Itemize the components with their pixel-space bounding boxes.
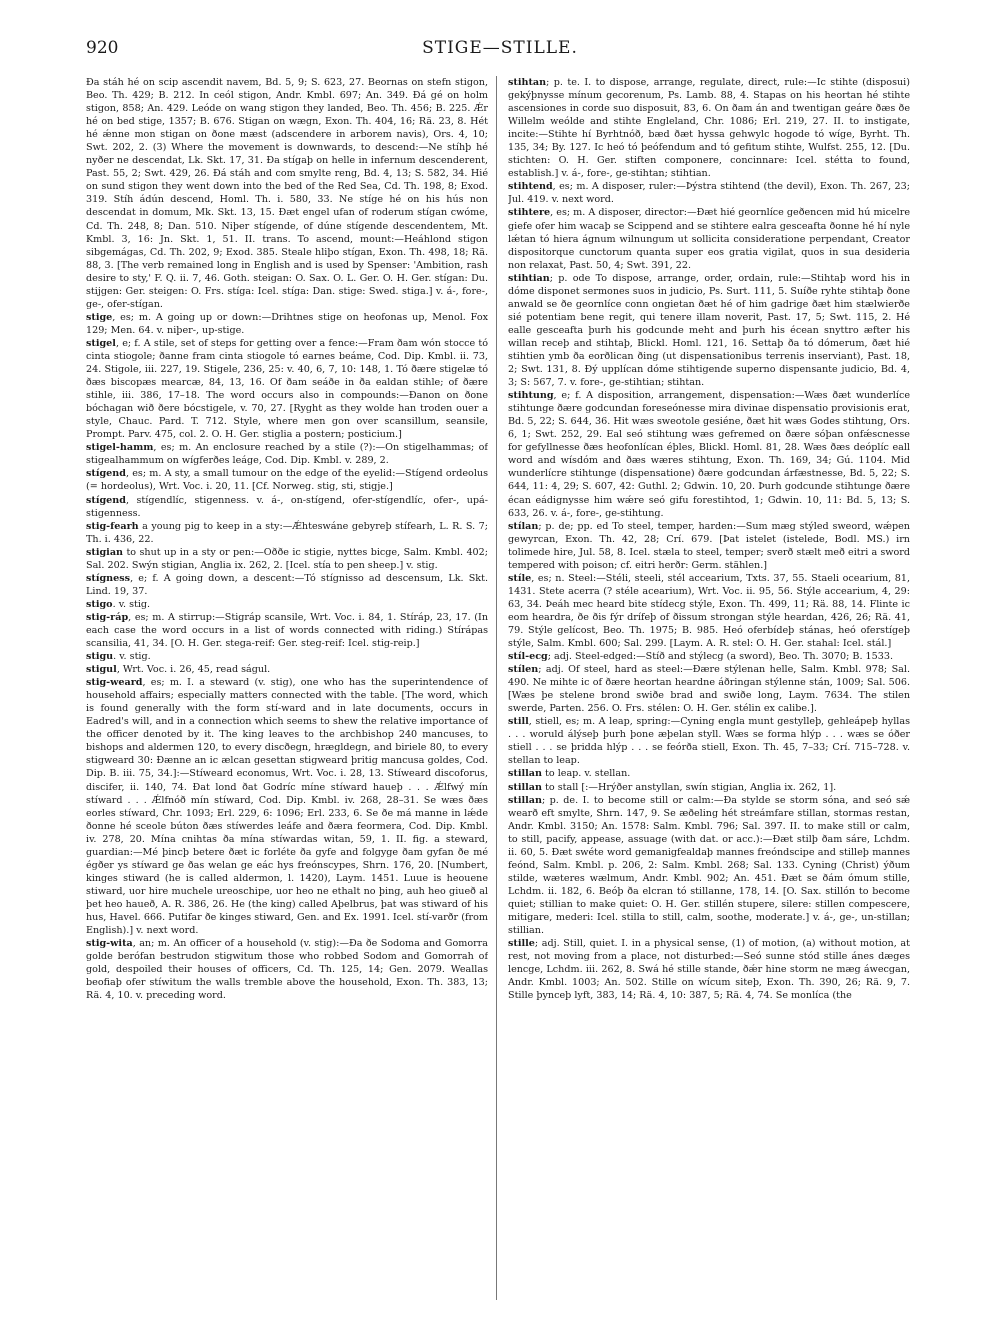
entry-definition: Ða stáh hé on scip ascendit navem, Bd. 5, 9; S. 623, 27. Beornas on stefn stigon, Beo. Th. 429; B. 212. In ceól stigon, Andr. Kmbl. 697; An. 349. Ðá gé on holm stigon, 858; An. 429. Leóde on wang stigon they landed, Beo. Th. 456; B. 225. Ǽr hé on bed stige, 1357; B. 676. Stigan on wægn, Exon. Th. 404, 16; Rä. 23, 8. Hét hé ǽnne mon stigan on ðone mæst (adscendere in arborem navis), Ors. 4, 10; Swt. 202, 2. (3) Where the movement is downwards, to descend:—Ne stíhþ hé nyðer ne descendat, Lk. Skt. 17, 31. Ða stígaþ on helle in infernum descenderent, Past. 55, 2; Swt. 429, 26. Ðá stáh and com smylte reng, Bd. 4, 13; S. 582, 34. Hié on sund stigon they went down into the bed of the Red Sea, Cd. Th. 198, 8; Exod. 319. Stíh ádún descend, Homl. Th. i. 580, 33. Ne stíge hé on his hús non descendat in domum, Mk. Skt. 13, 15. Ðæt engel ufan of roderum stígan cwóme, Cd. Th. 248, 8; Dan. 510. Niþer stígende, of dúne stígende descendentem, Mt. Kmbl. 3, 16: Jn. Skt. 1, 51. II. trans. To ascend, mount:—Heáhlond stigon sibgemágas, Cd. Th. 202, 9; Exod. 385. Steale hliþo stígan, Exon. Th. 498, 18; Rä. 88, 3. [The verb remained long in English and is used by Spenser: 'Ambition, rash desire to sty,' F. Q. ii. 7, 46. Goth. steigan: O. Sax. O. L. Ger. O. H. Ger. stígan: Du. stijgen: Ger. steigen: O. Frs. stíga: Icel. stíga: Dan. stige: Swed. stiga.] v. á-, fore-, ge-, ofer-stígan. [86,77,488,310]
dictionary-entry [508,794,910,938]
entry-definition: , es; m. I. a steward (v. stig), one who has the superintendence of household affairs; especially matters connected with the table. [The word, which is found generally with the form stí-ward and in late documents, occurs in Eadred's will, and in a connection which seems to shew the relative importance of the officer denoted by it. The king leaves to the archbishop 240 mancuses, to bishops and aldermen 120, to every discðegn, hrægldegn, and biriele 80, to every stigweard 30: Ðænne an ic ælcan gesettan stigweard þritig mancusa goldes, Cod. Dip. B. iii. 75, 34.]:—Stíweard economus, Wrt. Voc. i. 28, 13. Stíweard discoforus, discifer, ii. 140, 74. Ðat lond ðat Godríc míne stíward haueþ . . . Ǽlfwý mín stíward . . . Ǽlfnóð mín stíward, Cod. Dip. Kmbl. iv. 268, 28–31. Se wæs ðæs eorles stíward, Chr. 1093; Erl. 229, 6: 1096; Erl. 233, 6. Se ðe má manne in lǽde ðonne hé sceole búton ðæs stíwerdes leáfe and ðæra feormera, Cod. Dip. Kmbl. iv. 278, 20. Mína cnihtas ða mína stíwardas witan, 59, 1. II. fig. a steward, guardian:—Mé þincþ betere ðæt ic forléte ða gyfe and folgyge ðam gyfan ðe mé égðer ys stíward ge ðas welan ge eác hys freónscypes, Shrn. 176, 20. [Numbert, kinges stiward (he is called aldermon, l. 1420), Laym. 1451. Luue is heouene stiward, uor hire muchele ureoschipe, uor heo ne ethalt no þing, auh heo giueð al þet heo haueð, A. R. 386, 26. He (the king) called Aþelbrus, þat was stiward of his hus, Havel. 666. Putifar ðe kinges stiward, Gen. and Ex. 1991. Icel. stí-varðr (from English).] v. next word. [86,677,488,937]
dictionary-entry [508,389,910,519]
entry-headword: stigian [86,546,124,558]
dictionary-entry [508,937,910,1002]
dictionary-entry [508,76,910,180]
dictionary-entry [508,715,910,767]
entry-definition: ; p. de. I. to become still or calm:—Ða stylde se storm sóna, and seó sǽ wearð eft smylte, Shrn. 147, 9. Se æðeling hét streámfare stillan, stormas restan, Andr. Kmbl. 3150; An. 1578: Salm. Kmbl. 796; Sal. 397. II. to make still or calm, to still, pacify, appease, assuage (with dat. or acc.):—Ðæt stilþ ðam sáre, Lchdm. ii. 60, 5. Ðæt swéte word gemanigfealdaþ mannes freóndscipe and stilleþ mannes feónd, Salm. Kmbl. p. 206, 2: Salm. Kmbl. 268; Sal. 133. Cyning (Christ) ýðum stilde, wæteres wælmum, Andr. Kmbl. 902; An. 451. Ðæt se ðám ómum stille, Lchdm. ii. 182, 6. Beóþ ða elcran tó stillanne, 178, 14. [O. Sax. stillón to become quiet; stillian to make quiet: O. H. Ger. stillén stupere, silere: stillen compescere, mitigare, mederi: Icel. stilla to still, calm, soothe, moderate.] v. á-, ge-, un-stillan; stillian. [508,794,910,937]
entry-headword: stígend [86,468,126,480]
entry-definition: , e; f. A disposition, arrangement, dispensation:—Wæs ðæt wunderlíce stihtunge ðære godcundan foreseónesse mira divinae dispensatio provisionis erat, Bd. 5, 22; S. 644, 36. Hit wæs sweotole gesiéne, ðæt hit wæs Godes stihtung, Ors. 6, 1; Swt. 252, 29. Eal seó stihtung wæs gefremed on ðære sóþan onfǽscnesse for gefyllnesse ðæs heofonlícan éþles, Blickl. Homl. 81, 28. Wæs ðæs deóplíc eall word and wísdóm and ðæs wæres stihtung, Exon. Th. 169, 34; Gú. 1104. Mid wunderlícre stihtunge (dispensatione) ðære godcundan árfæstnesse, Bd. 5, 22; S. 644, 11: 4, 29; S. 607, 42: Guthl. 2; Gdwin. 10, 20. Þurh godcunde stihtunge ðære écan eádignysse him wǽre seó gifu forestihtod, 1; Gdwin. 10, 11: Bd. 5, 13; S. 633, 26. v. á-, fore-, ge-stihtung. [508,390,910,519]
entry-headword: stíle [508,572,532,584]
dictionary-entry [86,76,488,311]
entry-headword: stille [508,938,535,950]
dictionary-entry [86,520,488,546]
dictionary-entry [86,650,488,663]
dictionary-entry [508,520,910,572]
entry-headword: stig-weard [86,677,143,689]
entry-headword: stig-ráp [86,611,129,623]
entry-definition: to leap. v. stellan. [541,768,631,780]
entry-definition: , es; n. Steel:—Stéli, steeli, stél accearium, Txts. 37, 55. Staeli ocearium, 81, 1431. Stete acerra (? stéle acearium), Wrt. Voc. ii. 95, 56. Stýle accearium, 4, 29: 63, 34. Þeáh mec heard bite stídecg stýle, Exon. Th. 499, 11; Rä. 88, 14. Flinte ic eom heardra, ðe ðis fýr drífeþ of ðissum strongan stýle heardan, 426, 26; Rä. 41, 79. Stýle gelícost, Beo. Th. 1975; B. 985. Heó oferbídeþ stánas, heó oferstígeþ stýle, Salm. Kmbl. 600; Sal. 299. [Laym. A. R. stel: O. H. Ger. stahal: Icel. stál.] [508,572,910,650]
entry-headword: stílan [508,520,539,532]
entry-definition: a young pig to keep in a sty:—Ǽhteswáne gebyreþ stífearh, L. R. S. 7; Th. i. 436, 22. [86,520,488,545]
entry-definition: ; p. de; pp. ed To steel, temper, harden:—Sum mæg stýled sweord, wǽpen gewyrcan, Exon. Th. 42, 28; Crí. 679. [Þat istelet (istelede, Bodl. MS.) irn tolimede hire, Jul. 58, 8. Icel. stæla to steel, temper; sverð stælt með eitri a sword tempered with poison; cf. eitri herðr: Germ. stählen.] [508,520,910,571]
entry-headword: stigel [86,337,116,349]
page-header [86,38,914,62]
dictionary-entry [86,337,488,441]
entry-headword: stigu [86,651,114,663]
entry-headword: stílen [508,664,539,676]
entry-definition: ; p. te. I. to dispose, arrange, regulate, direct, rule:—Ic stihte (disposui) gekýþnysse mínum gecorenum, Ps. Lamb. 88, 4. Stapas on his heortan hé stihte ascensiones in corde suo disposuit, 83, 6. On ðam án and twentigan geáre ðæs ðe Willelm weólde and stihte Engleland, Chr. 1086; Erl. 219, 27. II. to instigate, incite:—Stihte hí Byrhtnóð, bæd ðæt hyssa gehwylc hogode tó wíge, Byrht. Th. 135, 34; By. 127. Ic heó tó þeófendum and tó gefitum stihte, Wulfst. 255, 12. [Du. stichten: O. H. Ger. stiften componere, concinnare: Icel. stétta to found, establish.] v. á-, fore-, ge-stihtan; stihtian. [508,77,910,180]
entry-definition: , e; f. A going down, a descent:—Tó stígnisso ad descensum, Lk. Skt. Lind. 19, 37. [86,572,488,597]
entry-headword: stillan [508,781,542,793]
dictionary-entry [508,663,910,715]
entry-headword: stihtung [508,390,554,402]
entry-definition: . v. stig. [113,651,151,663]
entry-definition: to stall [:—Hrýðer anstyllan, swín stigian, Anglia ix. 262, 1]. [541,781,837,793]
entry-headword: stihtere [508,207,551,219]
entry-definition: , Wrt. Voc. i. 26, 45, read ságul. [116,664,271,676]
dictionary-entry [86,572,488,598]
entry-definition: , es; m. A sty, a small tumour on the edge of the eyelid:—Stígend ordeolus (= hordeolus), Wrt. Voc. i. 20, 11. [Cf. Norweg. stig, sti, stigje.] [86,468,488,493]
entry-headword: stig-wita [86,938,133,950]
dictionary-entry [508,272,910,389]
entry-definition: to shut up in a sty or pen:—Oððe ic stigie, nyttes bicge, Salm. Kmbl. 402; Sal. 202. Swýn stigian, Anglia ix. 262, 2. [Icel. stía to pen sheep.] v. stig. [86,546,488,571]
entry-headword: stige [86,311,113,323]
dictionary-entry [86,546,488,572]
entry-definition: ; adj. Of steel, hard as steel:—Ðære stýlenan helle, Salm. Kmbl. 978; Sal. 490. Ne mihte ic of ðære heortan heardne áðringan stýlenne stán, 1009; Sal. 506. [Wæs þe stelene brond swiðe brad and swiðe long, Laym. 7634. The stilen swerde, Parten. 256. O. Frs. stélen: O. H. Ger. stélin ex calibe.]. [508,664,910,715]
entry-headword: stígness [86,572,131,584]
entry-definition: ; p. ode To dispose, arrange, order, ordain, rule:—Stihtaþ word his in dóme disponet sermones suos in judicio, Ps. Surt. 111, 5. Suíðe ryhte stihtaþ ðone anwald se ðe geornlíce conn ongietan ðæt hé of him gadrige ðæt him stælwierðe sié potentiam bene regit, qui tenere illam noverit, Past. 17, 5; Swt. 115, 2. Hé ealle gesceafta þurh his godcunde meht and þurh his écean snyttro æfter his willan receþ and stihtaþ, Blickl. Homl. 121, 16. Settaþ ða tó dómerum, ðæt hié stihtien ymb ða eorðlican ðing (ut dispensationibus terrenis inserviant), Past. 18, 2; Swt. 131, 8. Ðý upplícan dóme stihtigende superno dispensante judicio, Bd. 4, 3; S: 567, 7. v. fore-, ge-stihtian; stihtan. [508,272,910,389]
dictionary-entry [508,650,910,663]
entry-headword: still [508,716,529,728]
entry-definition: , es; m. A disposer, director:—Ðæt hié geornlíce geðencen mid hú micelre giefe ofer him wacaþ se Scippend and se stihtere ealra gesceafta ðonne hé hí nyle lǽtan tó hiera ágnum wilnungum ut sollicita consideratione perpendant, Creator dispositorque cunctorum quanta super eos gratia vigilat, quos in sua desideria non relaxat, Past. 50, 4; Swt. 391, 22. [508,207,910,271]
right-column [508,76,910,1300]
entry-headword: stígend [86,494,126,506]
entry-definition: ; adj. Steel-edged:—Stíð and stýlecg (a sword), Beo. Th. 3070; B. 1533. [547,651,894,663]
entry-definition: , es; m. A going up or down:—Drihtnes stige on heofonas up, Menol. Fox 129; Men. 64. v. niþer-, up-stige. [86,311,488,336]
column-divider [496,76,497,1300]
left-column [86,76,488,1300]
page-number: 920 [86,38,119,58]
dictionary-entry [86,598,488,611]
dictionary-entry [508,572,910,650]
entry-definition: ; adj. Still, quiet. I. in a physical sense, (1) of motion, (a) without motion, at rest, not moving from a place, not disturbed:—Seó sunne stód stille ánes dæges lencge, Lchdm. iii. 262, 8. Swá hé stille stande, ðǽr hine storm ne mæg áwecgan, Andr. Kmbl. 1003; An. 502. Stille on wícum siteþ, Exon. Th. 390, 26; Rä. 9, 7. Stille þynceþ lyft, 383, 14; Rä. 4, 10: 387, 5; Rä. 4, 74. Se monlíca (the [508,938,910,1002]
running-head: STIGE—STILLE. [422,38,578,58]
entry-headword: stigel-hamm [86,442,154,454]
entry-definition: , es; m. A disposer, ruler:—Þýstra stihtend (the devil), Exon. Th. 267, 23; Jul. 419. v. next word. [508,181,910,206]
entry-headword: stigul [86,664,117,676]
entry-definition: , es; m. An enclosure reached by a stile (?):—On stigelhammas; of stigealhammum on wígferðes leáge, Cod. Dip. Kmbl. v. 289, 2. [86,442,488,467]
dictionary-entry [86,663,488,676]
dictionary-entry [86,937,488,1002]
dictionary-entry [86,494,488,520]
entry-definition: , an; m. An officer of a household (v. stig):—Ða ðe Sodoma and Gomorra golde berófan bestrudon stigwitum those who robbed Sodom and Gomorrah of gold, despoiled their houses of officers, Cd. Th. 125, 14; Gen. 2079. Weallas beofiaþ ofer stíwitum the walls tremble above the household, Exon. Th. 383, 13; Rä. 4, 10. v. preceding word. [86,938,488,1002]
entry-definition: . v. stig. [112,598,151,610]
entry-headword: stigo [86,598,113,610]
entry-headword: stihtend [508,181,553,193]
entry-headword: stíl-ecg [508,651,548,663]
dictionary-entry [508,206,910,271]
entry-definition: , stiell, es; m. A leap, spring:—Cyning engla munt gestylleþ, gehleápeþ hyllas . . . woruld álýseþ þurh þone æþelan styll. Wæs se forma hlýp . . . wæs se óðer stiell . . . se þridda hlýp . . . se feórða stiell, Exon. Th. 45, 7–33; Crí. 715–728. v. stellan to leap. [508,716,910,767]
entry-headword: stihtan [508,77,547,88]
entry-definition: , es; m. A stirrup:—Stigráp scansile, Wrt. Voc. i. 84, 1. Stíráp, 23, 17. (In each case the word occurs in a list of words connected with riding.) Stírápas scansilia, 41, 34. [O. H. Ger. stega-reif: Ger. steg-reif: Icel. stig-reip.] [86,611,488,650]
entry-headword: stillan [508,794,542,806]
dictionary-entry [508,180,910,206]
entry-headword: stihtian [508,272,550,284]
dictionary-entry [86,441,488,467]
dictionary-entry [86,311,488,337]
dictionary-entry [86,676,488,937]
entry-headword: stig-fearh [86,520,139,532]
dictionary-entry [508,781,910,794]
dictionary-entry [86,611,488,650]
entry-definition: , e; f. A stile, set of steps for getting over a fence:—Fram ðam wón stocce tó cinta stiogole; ðanne fram cinta stiogole tó earnes beáme, Cod. Dip. Kmbl. ii. 73, 24. Stigole, iii. 227, 19. Stigele, 236, 25: v. 40, 6, 7, 10: 148, 1. Tó ðære stigelæ tó ðæs biscopæs mearcæ, 84, 13, 16. Of ðam seáðe in ða ealdan stihle; of ðære stihle, iii. 386, 17–18. The word occurs also in compounds:—Ðanon on ðone bóchagan wið ðere bócstigele, v. 70, 27. [Ryght as they wolde han troden ouer a style, Chauc. Pard. T. 712. Style, where men gon over scansillum, seansile, Prompt. Parv. 475, col. 2. O. H. Ger. stiglia a postern; posticium.] [86,337,488,441]
dictionary-entry [86,467,488,493]
entry-headword: stillan [508,768,542,780]
dictionary-entry [508,767,910,780]
entry-definition: , stígendlíc, stigenness. v. á-, on-stígend, ofer-stígendlíc, ofer-, upá-stigenness. [86,494,488,519]
